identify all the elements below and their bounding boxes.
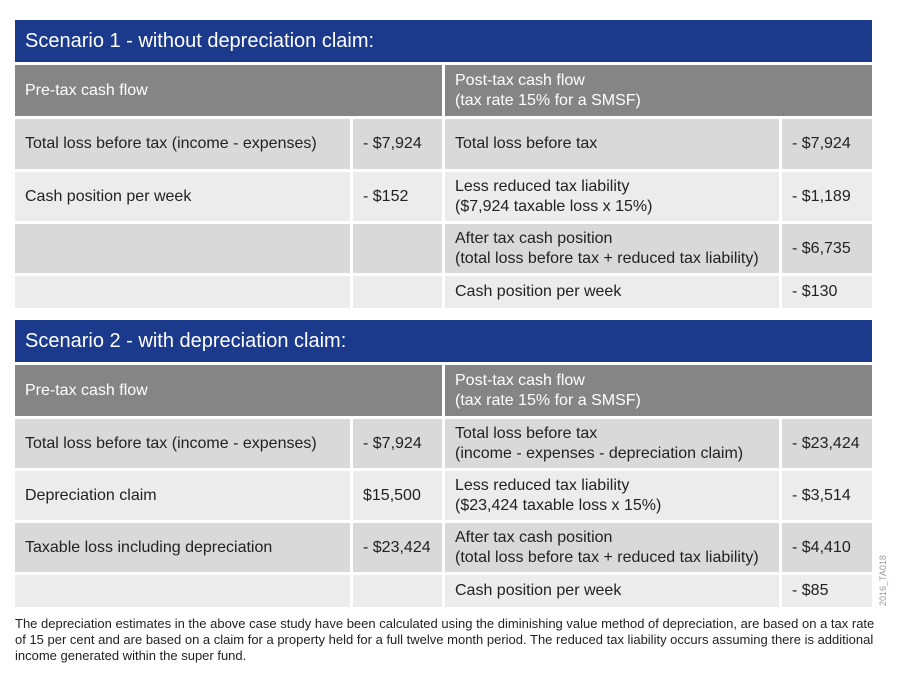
post-label-line1: After tax cash position	[455, 528, 613, 546]
table-cell: - $130	[782, 276, 872, 308]
post-label-line1: Total loss before tax	[455, 135, 598, 152]
post-label-line2: ($7,924 taxable loss x 15%)	[455, 197, 653, 215]
s1-post-tax-header-line1: Post-tax cash flow	[455, 71, 585, 89]
post-label-line2: ($23,424 taxable loss x 15%)	[455, 496, 662, 514]
document-code-stamp: 2016_TA018	[878, 555, 888, 606]
post-label-line1: Less reduced tax liability	[455, 476, 630, 494]
table-cell: - $7,924	[782, 119, 872, 169]
table-cell: - $152	[353, 172, 442, 221]
post-label-line1: After tax cash position	[455, 229, 613, 247]
table-cell: - $7,924	[353, 419, 442, 468]
table-cell: $15,500	[353, 471, 442, 520]
s2-post-tax-header-line1: Post-tax cash flow	[455, 371, 585, 389]
table-cell: Depreciation claim	[15, 471, 350, 520]
post-label-line1: Total loss before tax	[455, 424, 598, 442]
post-label-line2: (total loss before tax + reduced tax liability)	[455, 249, 759, 267]
table-cell: Cash position per week	[445, 276, 779, 308]
table-cell: Cash position per week	[445, 575, 779, 607]
table-cell: - $85	[782, 575, 872, 607]
post-label-line2: (total loss before tax + reduced tax liability)	[455, 548, 759, 566]
table-cell: - $3,514	[782, 471, 872, 520]
table-cell	[15, 276, 350, 308]
table-cell	[353, 276, 442, 308]
table-cell: - $4,410	[782, 523, 872, 572]
table-cell	[445, 523, 779, 572]
table-cell: - $6,735	[782, 224, 872, 273]
s1-post-tax-header-line2: (tax rate 15% for a SMSF)	[455, 91, 641, 109]
table-cell: - $1,189	[782, 172, 872, 221]
s1-post-tax-header	[445, 65, 872, 116]
table-cell: - $7,924	[353, 119, 442, 169]
post-label-line1: Less reduced tax liability	[455, 177, 630, 195]
table-cell	[445, 172, 779, 221]
table-cell	[445, 471, 779, 520]
table-cell: Cash position per week	[15, 172, 350, 221]
table-cell	[15, 224, 350, 273]
table-cell	[445, 224, 779, 273]
s2-post-tax-header	[445, 365, 872, 416]
s2-pre-tax-header: Pre-tax cash flow	[15, 365, 442, 416]
table-cell: Total loss before tax (income - expenses)	[15, 119, 350, 169]
post-label-line2: (income - expenses - depreciation claim)	[455, 444, 744, 462]
table-cell	[353, 224, 442, 273]
scenario-2-title: Scenario 2 - with depreciation claim:	[15, 320, 872, 362]
table-cell	[445, 119, 779, 169]
footnote: The depreciation estimates in the above case study have been calculated using the diminishing value method of depreciation, are based on a tax rate of 15 per cent and are based on a claim for a property held for a full twelve month period. The reduced tax liability occurs assuming there is additional income generated within the super fund.	[15, 616, 875, 663]
table-cell	[353, 575, 442, 607]
s1-pre-tax-header: Pre-tax cash flow	[15, 65, 442, 116]
table-cell	[15, 575, 350, 607]
s2-post-tax-header-line2: (tax rate 15% for a SMSF)	[455, 391, 641, 409]
table-cell	[445, 419, 779, 468]
scenario-1-title: Scenario 1 - without depreciation claim:	[15, 20, 872, 62]
table-cell: Total loss before tax (income - expenses)	[15, 419, 350, 468]
table-cell: - $23,424	[782, 419, 872, 468]
table-cell: Taxable loss including depreciation	[15, 523, 350, 572]
table-cell: - $23,424	[353, 523, 442, 572]
